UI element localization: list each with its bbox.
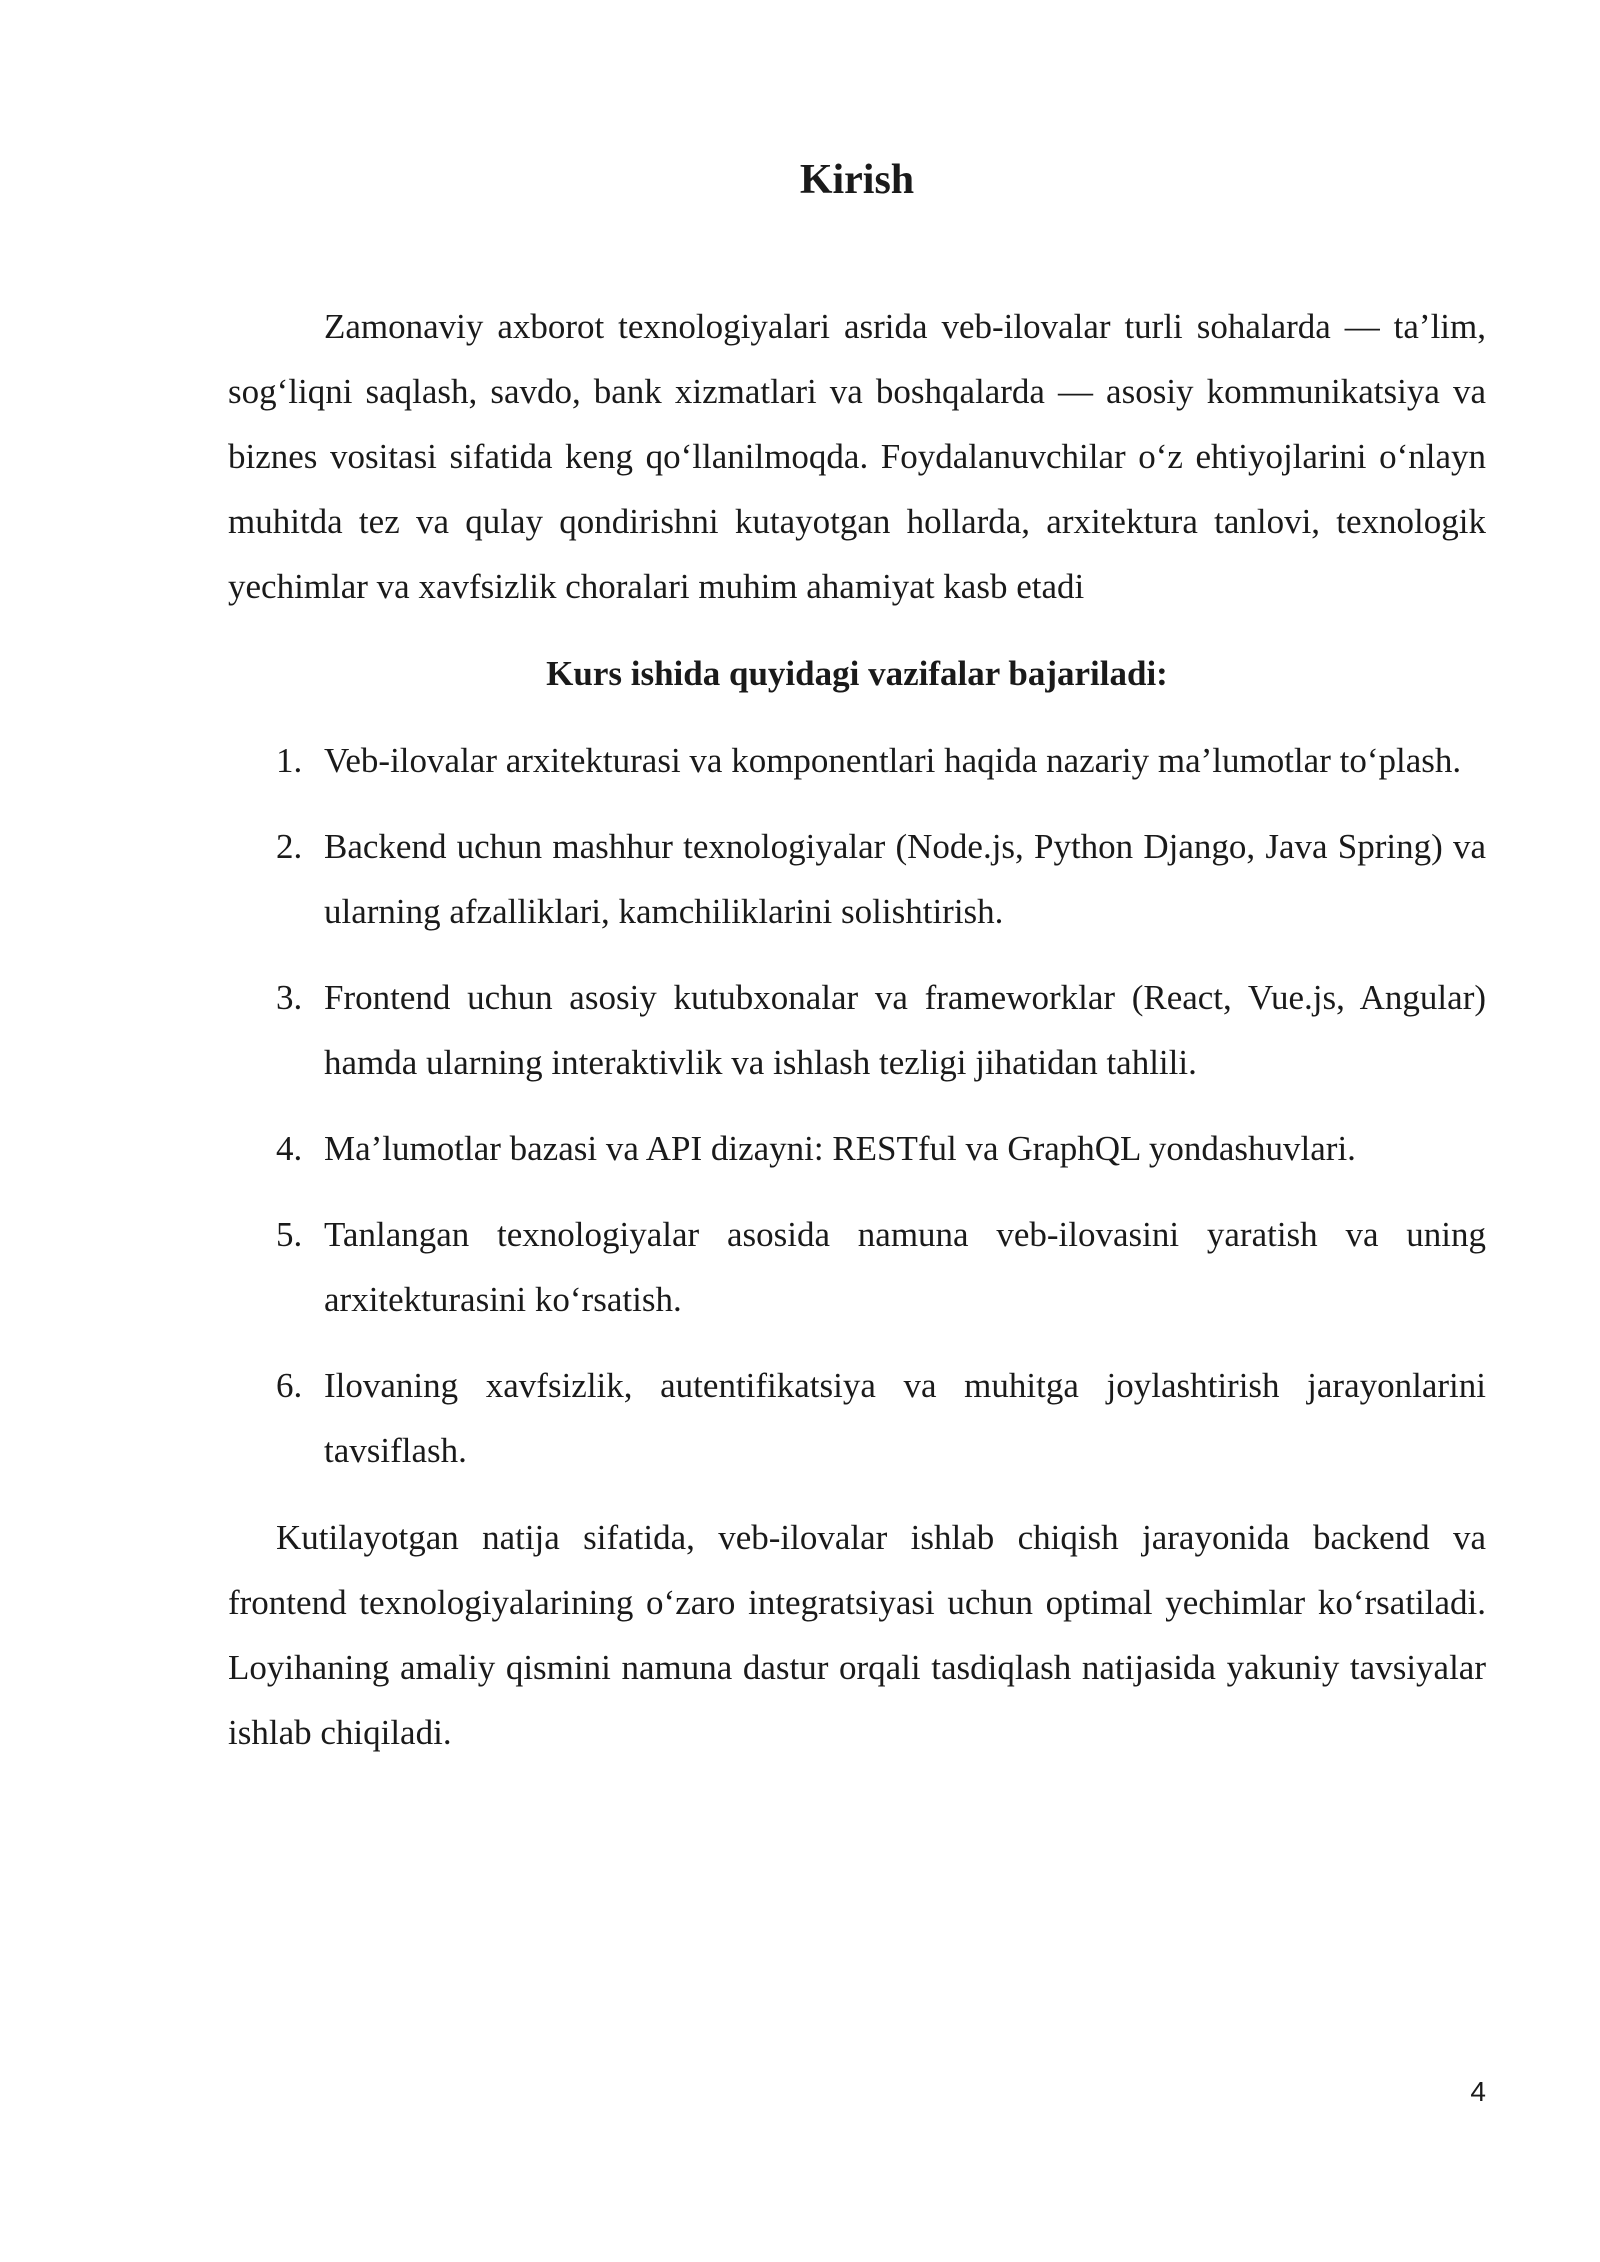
conclusion-paragraph: Kutilayotgan natija sifatida, veb-ilovalar ishlab chiqish jarayonida backend va frontend texnologiyalarining o‘zaro integratsiyasi uchun optimal yechimlar ko‘rsatiladi. Loyihaning amaliy qismini namuna dastur orqali tasdiqlash natijasida yakuniy tavsiyalar ishlab chiqiladi. [228, 1518, 1486, 1752]
task-item [228, 814, 1486, 944]
task-item [228, 728, 1486, 793]
task-item [228, 1116, 1486, 1181]
task-number: 5. [276, 1215, 303, 1254]
intro-paragraph: Zamonaviy axborot texnologiyalari asrida veb-ilovalar turli sohalarda — ta’lim, sog‘liqni saqlash, savdo, bank xizmatlari va boshqalarda — asosiy kommunikatsiya va biznes vositasi sifatida keng qo‘llanilmoqda. Foydalanuvchilar o‘z ehtiyojlarini o‘nlayn muhitda tez va qulay qondirishni kutayotgan hollarda, arxitektura tanlovi, texnologik yechimlar va xavfsizlik choralari muhim ahamiyat kasb etadi [228, 307, 1486, 606]
task-number: 1. [276, 741, 303, 780]
task-item [228, 1202, 1486, 1332]
task-number: 4. [276, 1129, 303, 1168]
task-text: Ma’lumotlar bazasi va API dizayni: RESTful va GraphQL yondashuvlari. [324, 1129, 1356, 1168]
task-item [228, 1353, 1486, 1483]
task-list [228, 728, 1486, 1483]
task-text: Veb-ilovalar arxitekturasi va komponentlari haqida nazariy ma’lumotlar to‘plash. [324, 741, 1462, 780]
task-item [228, 965, 1486, 1095]
task-number: 2. [276, 827, 303, 866]
task-text: Frontend uchun asosiy kutubxonalar va frameworklar (React, Vue.js, Angular) hamda ularning interaktivlik va ishlash tezligi jihatidan tahlili. [324, 978, 1486, 1082]
page-number: 4 [1470, 2076, 1486, 2107]
task-text: Backend uchun mashhur texnologiyalar (Node.js, Python Django, Java Spring) va ularning afzalliklari, kamchiliklarini solishtirish. [324, 827, 1486, 931]
task-number: 3. [276, 978, 303, 1017]
task-text: Tanlangan texnologiyalar asosida namuna veb-ilovasini yaratish va uning arxitekturasini ko‘rsatish. [324, 1215, 1486, 1319]
tasks-heading: Kurs ishida quyidagi vazifalar bajariladi: [546, 654, 1168, 693]
page-title: Kirish [799, 157, 915, 203]
page-content [228, 148, 1486, 1765]
task-text: Ilovaning xavfsizlik, autentifikatsiya va muhitga joylashtirish jarayonlarini tavsiflash. [324, 1366, 1486, 1470]
task-number: 6. [276, 1366, 303, 1405]
